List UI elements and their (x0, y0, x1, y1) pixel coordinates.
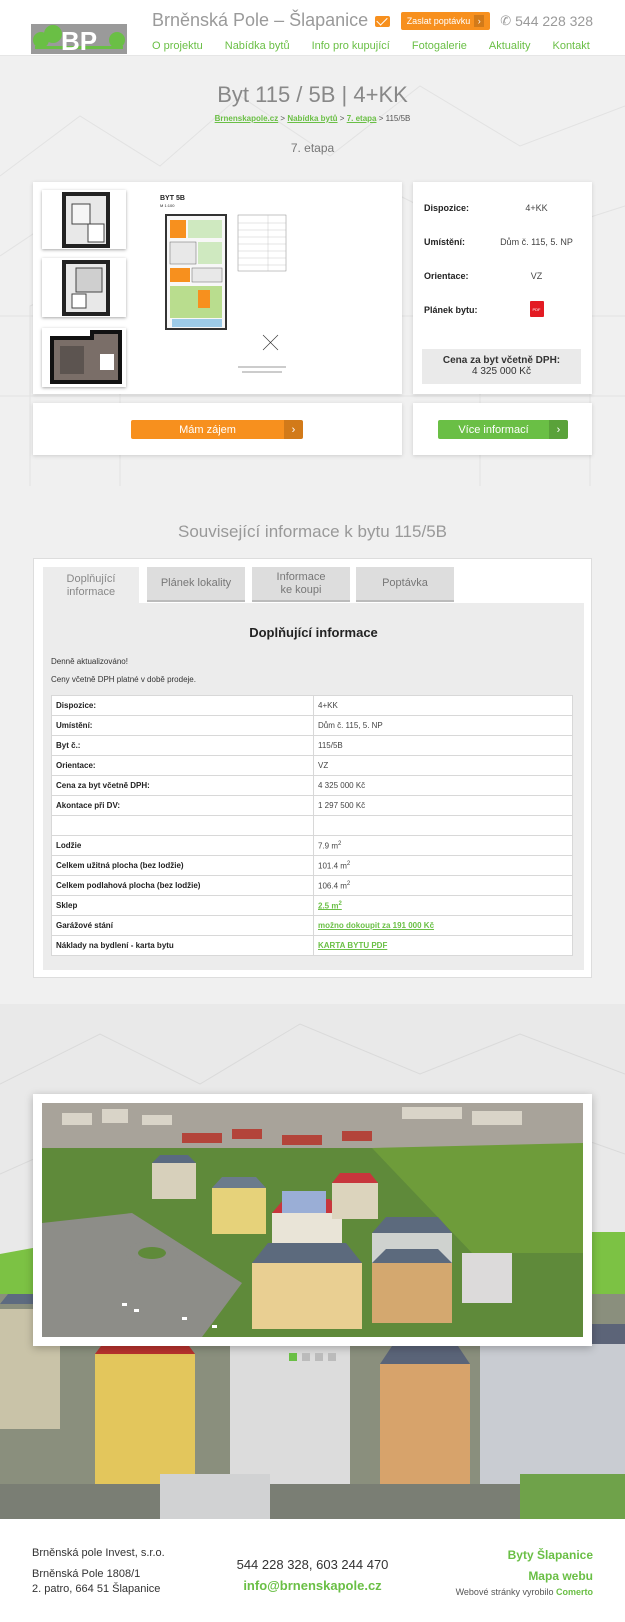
plan-thumbnail-image (42, 328, 126, 387)
related-title: Související informace k bytu 115/5B (178, 522, 447, 541)
credit-brand-link[interactable]: Comerto (555, 1587, 593, 1597)
apartment-card-pdf-link[interactable]: KARTA BYTU PDF (314, 936, 573, 956)
send-inquiry-label: Zaslat poptávku (406, 16, 471, 26)
summary-label: Plánek bytu: (424, 305, 478, 315)
table-row (52, 876, 573, 896)
table-row (52, 936, 573, 956)
row-value: Dům č. 115, 5. NP (314, 716, 573, 736)
row-label: Celkem podlahová plocha (bez lodžie) (52, 876, 314, 896)
plan-thumbnail-1[interactable] (42, 190, 126, 249)
related-tabs (33, 558, 592, 978)
footer-link-sitemap[interactable]: Mapa webu (528, 1569, 593, 1583)
summary-location (424, 237, 584, 247)
value-text: 7.9 m (318, 841, 339, 851)
svg-text:BYT 5B: BYT 5B (160, 195, 185, 202)
floor-plan-main[interactable] (158, 190, 358, 386)
unit-superscript: 2 (346, 880, 351, 887)
row-value (314, 836, 573, 856)
summary-plan (424, 301, 584, 319)
row-value: 1 297 500 Kč (314, 796, 573, 816)
row-value: 4+KK (314, 696, 573, 716)
aerial-photo (42, 1103, 583, 1337)
daily-update-note: Denně aktualizováno! (51, 657, 128, 666)
tab-purchase-info[interactable] (252, 567, 350, 602)
plan-thumbnail-3[interactable] (42, 328, 126, 387)
chevron-right-icon: › (549, 420, 568, 439)
row-value: VZ (314, 756, 573, 776)
tab-location-map[interactable] (147, 567, 245, 602)
gallery-dot-4[interactable] (328, 1353, 336, 1361)
breadcrumb-stage[interactable]: 7. etapa (346, 114, 377, 123)
more-info-button[interactable] (438, 420, 568, 439)
tab-label: Poptávka (382, 577, 428, 590)
more-info-button-label: Více informací (458, 423, 529, 436)
breadcrumb-separator: > (278, 114, 288, 123)
footer-company: Brněnská pole Invest, s.r.o. (32, 1547, 165, 1559)
nav-item-contact[interactable]: Kontakt (552, 40, 590, 52)
unit-superscript: 2 (338, 900, 342, 907)
site-header (0, 0, 625, 56)
tab-label: ke koupi (280, 583, 322, 596)
table-row (52, 836, 573, 856)
header-contact (375, 12, 593, 30)
plan-thumbnail-image (42, 190, 126, 249)
gallery-dot-2[interactable] (302, 1353, 310, 1361)
breadcrumb-separator: > (337, 114, 347, 123)
site-footer (0, 1519, 625, 1622)
value-text: 101.4 m (318, 861, 347, 871)
interest-button-label: Mám zájem (179, 423, 236, 436)
row-label: Byt č.: (52, 736, 314, 756)
row-value (314, 876, 573, 896)
gallery-pagination (0, 1353, 625, 1361)
price-box (422, 349, 581, 384)
row-label: Dispozice: (52, 696, 314, 716)
gallery-dot-3[interactable] (315, 1353, 323, 1361)
site-title: Brněnská Pole – Šlapanice (152, 10, 369, 30)
row-label: Lodžie (52, 836, 314, 856)
plan-thumbnail-image (42, 258, 126, 317)
summary-label: Dispozice: (424, 203, 470, 213)
row-label: Garážové stání (52, 916, 314, 936)
breadcrumb-separator: > (376, 114, 386, 123)
gallery-slide-frame (33, 1094, 592, 1346)
tab-label: Doplňující (66, 573, 116, 586)
row-label: Umístění: (52, 716, 314, 736)
row-value: 4 325 000 Kč (314, 776, 573, 796)
row-value: 115/5B (314, 736, 573, 756)
table-row (52, 916, 573, 936)
gallery-slide[interactable] (42, 1103, 583, 1337)
summary-value: VZ (530, 271, 543, 281)
site-logo[interactable] (31, 6, 127, 54)
row-label: Orientace: (52, 756, 314, 776)
breadcrumb (0, 114, 625, 123)
phone-icon: ✆ (500, 13, 512, 28)
nav-item-buyer-info[interactable]: Info pro kupující (311, 40, 390, 52)
summary-label: Orientace: (424, 271, 469, 281)
tab-panel-additional-info (43, 603, 584, 970)
row-label: Celkem užitná plocha (bez lodžie) (52, 856, 314, 876)
tab-label: informace (66, 585, 116, 598)
footer-credit (456, 1587, 593, 1597)
nav-item-news[interactable]: Aktuality (488, 40, 531, 52)
related-info-section (0, 486, 625, 1004)
chevron-right-icon: › (284, 420, 303, 439)
row-value (314, 816, 573, 836)
pdf-icon[interactable] (530, 301, 544, 317)
plan-thumbnail-2[interactable] (42, 258, 126, 317)
row-label: Sklep (52, 896, 314, 916)
breadcrumb-home[interactable]: Brnenskapole.cz (214, 114, 279, 123)
panel-title: Doplňující informace (249, 625, 378, 640)
row-value (314, 856, 573, 876)
tab-inquiry[interactable] (356, 567, 454, 602)
interest-button[interactable] (131, 420, 303, 439)
nav-item-offer[interactable]: Nabídka bytů (224, 40, 290, 52)
more-info-card (413, 403, 592, 455)
svg-text:M 1:100: M 1:100 (160, 203, 175, 208)
details-table (51, 695, 573, 956)
table-row (52, 796, 573, 816)
breadcrumb-offer[interactable]: Nabídka bytů (287, 114, 338, 123)
chevron-right-icon: › (474, 15, 484, 27)
apartment-summary-card (413, 182, 592, 394)
floor-plans-card (33, 182, 402, 394)
row-label: Cena za byt včetně DPH: (52, 776, 314, 796)
table-row (52, 896, 573, 916)
table-row (52, 776, 573, 796)
table-row (52, 696, 573, 716)
row-label (52, 816, 314, 836)
summary-label: Umístění: (424, 237, 466, 247)
page-title: Byt 115 / 5B | 4+KK (217, 82, 408, 107)
tab-additional-info[interactable] (43, 567, 139, 604)
header-phone-number: 544 228 328 (515, 13, 593, 29)
credit-prefix: Webové stránky vyrobilo (455, 1587, 556, 1597)
summary-disposition (424, 203, 584, 213)
value-text: 2.5 m (318, 901, 339, 911)
summary-value: 4+KK (525, 203, 548, 213)
row-label: Náklady na bydlení - karta bytu (52, 936, 314, 956)
envelope-icon[interactable] (375, 16, 390, 27)
tab-label: Plánek lokality (160, 577, 232, 590)
price-label: Cena za byt včetně DPH: (442, 355, 561, 366)
interest-card (33, 403, 402, 455)
table-row (52, 756, 573, 776)
nav-item-gallery[interactable]: Fotogalerie (411, 40, 467, 52)
footer-address-line1: Brněnská Pole 1808/1 (32, 1568, 141, 1580)
footer-email-link[interactable]: info@brnenskapole.cz (243, 1578, 382, 1593)
garage-link[interactable]: možno dokoupit za 191 000 Kč (314, 916, 573, 936)
footer-phones[interactable]: 544 228 328, 603 244 470 (236, 1557, 389, 1572)
main-nav (152, 40, 590, 52)
stage-label: 7. etapa (290, 141, 335, 155)
send-inquiry-button[interactable] (401, 12, 491, 30)
unit-superscript: 2 (338, 840, 342, 847)
price-validity-note: Ceny včetně DPH platné v době prodeje. (51, 675, 196, 684)
unit-superscript: 2 (346, 860, 351, 867)
table-row (52, 816, 573, 836)
price-value: 4 325 000 Kč (472, 366, 531, 377)
header-phone[interactable] (500, 13, 593, 29)
footer-address-line2: 2. patro, 664 51 Šlapanice (32, 1583, 161, 1595)
breadcrumb-current: 115/5B (385, 114, 411, 123)
table-row (52, 716, 573, 736)
summary-value: Dům č. 115, 5. NP (500, 237, 573, 247)
footer-link-apartments[interactable]: Byty Šlapanice (507, 1548, 593, 1562)
nav-item-about[interactable]: O projektu (152, 40, 203, 52)
row-label: Akontace při DV: (52, 796, 314, 816)
cellar-link[interactable] (314, 896, 573, 916)
table-row (52, 736, 573, 756)
summary-value (489, 301, 584, 319)
photo-gallery (0, 1004, 625, 1519)
value-text: 106.4 m (318, 881, 347, 891)
svg-text:BP: BP (60, 26, 98, 54)
table-row (52, 856, 573, 876)
gallery-dot-1[interactable] (289, 1353, 297, 1361)
tab-label: Informace (276, 571, 326, 584)
summary-orientation (424, 271, 584, 281)
